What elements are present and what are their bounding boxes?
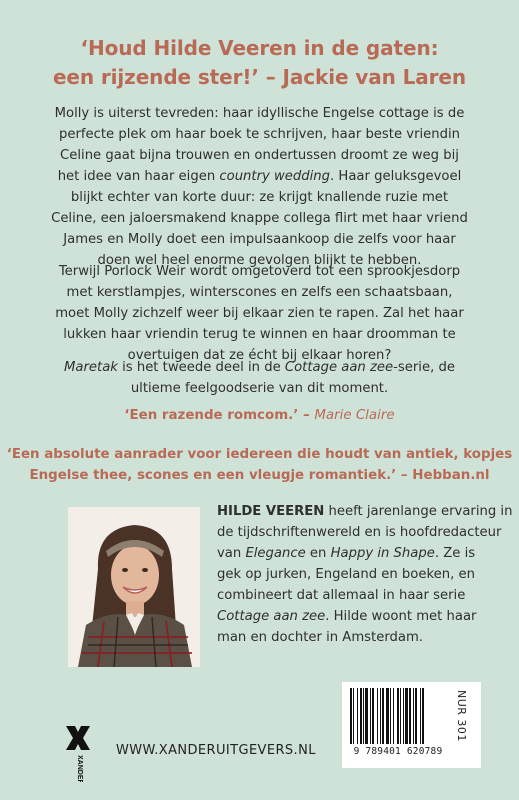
blurb-line: Celine gaat bijna trouwen en ondertussen droomt ze weg bij xyxy=(60,148,459,163)
header-quote-line-2: een rijzende ster!’ – Jackie van Laren xyxy=(52,65,467,89)
blurb-line: perfecte plek om haar boek te schrijven, haar beste vriendin xyxy=(58,127,461,142)
barcode-bar xyxy=(422,688,424,744)
blurb-line: Celine, een jaloersmakend knappe collega flirt met haar vriend xyxy=(51,211,468,226)
bio-text: . Ze is xyxy=(434,546,476,561)
barcode-bar xyxy=(377,688,378,744)
bio-line: man en dochter in Amsterdam. xyxy=(217,630,424,645)
review-line: Engelse thee, scones en een vleugje romantiek.’ – Hebban.nl xyxy=(29,468,490,483)
bio-line: gek op jurken, Engeland en boeken, en xyxy=(217,567,475,582)
magazine-name: Happy in Shape xyxy=(330,546,435,561)
author-bio xyxy=(217,501,513,648)
blurb-line xyxy=(38,166,481,187)
barcode-bar xyxy=(380,688,381,744)
bio-line: combineert dat allemaal in haar serie xyxy=(217,588,466,603)
blurb-line: moet Molly zichzelf weer bij elkaar zien te rapen. Zal het haar xyxy=(55,306,464,321)
blurb-line: Molly is uiterst tevreden: haar idyllische Engelse cottage is de xyxy=(54,106,465,121)
author-name: HILDE VEEREN xyxy=(217,504,325,519)
barcode-bar xyxy=(363,688,364,744)
barcode-bar xyxy=(413,688,414,744)
barcode-bar xyxy=(390,688,391,744)
blurb-paragraph-2 xyxy=(38,261,481,366)
review-line xyxy=(0,405,519,426)
blurb-paragraph-3 xyxy=(38,357,481,399)
blurb-text: is het tweede deel in de xyxy=(117,360,285,375)
logo-wordmark: XANDER xyxy=(76,755,83,782)
review-source: Marie Claire xyxy=(314,408,395,423)
blurb-emphasis: country wedding xyxy=(219,169,331,184)
blurb-line: met kerstlampjes, winterscones en zelfs een schaatsbaan, xyxy=(66,285,453,300)
barcode-bar xyxy=(382,688,384,744)
blurb-line: ultieme feelgoodserie van dit moment. xyxy=(130,381,389,396)
review-quote-1 xyxy=(0,405,519,426)
barcode-bar xyxy=(353,688,354,744)
bio-line xyxy=(217,543,507,564)
blurb-line: James en Molly doet een impulsaankoop die zelfs voor haar xyxy=(63,232,456,247)
blurb-text: het idee van haar eigen xyxy=(57,169,220,184)
barcode-bar xyxy=(365,688,368,744)
barcode-bar xyxy=(405,688,408,744)
publisher-website[interactable]: WWW.XANDERUITGEVERS.NL xyxy=(116,743,316,758)
review-text: ‘Een razende romcom.’ – xyxy=(124,408,315,423)
blurb-text: -serie, de xyxy=(393,360,455,375)
barcode-bar xyxy=(415,688,417,744)
header-quote-line-1: ‘Houd Hilde Veeren in de gaten: xyxy=(80,36,439,60)
bio-text: van xyxy=(217,546,246,561)
blurb-line: lukken haar vriendin terug te winnen en haar droomman te xyxy=(63,327,456,342)
review-quote-2 xyxy=(0,444,519,486)
series-title: Maretak xyxy=(64,360,118,375)
barcode-bar xyxy=(357,688,358,744)
blurb-line: Terwijl Porlock Weir wordt omgetoverd tot een sprookjesdorp xyxy=(58,264,461,279)
barcode-bar xyxy=(372,688,374,744)
barcode-bar xyxy=(409,688,411,744)
bio-line xyxy=(217,606,507,627)
barcode-bar xyxy=(370,688,371,744)
barcode-bar xyxy=(420,688,421,744)
isbn-number: 9 789401 620789 xyxy=(353,746,443,757)
blurb-line: blijkt echter van korte duur: ze krijgt knallende ruzie met xyxy=(70,190,449,205)
blurb-text: . Haar geluksgevoel xyxy=(330,169,462,184)
author-portrait xyxy=(68,507,200,667)
series-name: Cottage aan zee xyxy=(217,609,326,624)
magazine-name: Elegance xyxy=(245,546,306,561)
bio-text: heeft jarenlange ervaring in xyxy=(324,504,513,519)
barcode-bar xyxy=(403,688,404,744)
barcode-bar xyxy=(393,688,394,744)
blurb-line xyxy=(38,357,481,378)
blurb-paragraph-1 xyxy=(38,103,481,271)
blurb-line: overtuigen dat ze écht bij elkaar horen? xyxy=(127,348,392,363)
author-photo xyxy=(68,507,200,667)
barcode-bar xyxy=(360,688,362,744)
barcode-bar xyxy=(397,688,399,744)
header-quote xyxy=(0,34,519,92)
blurb-line: doen wel heel enorme gevolgen blijkt te hebben. xyxy=(97,253,422,268)
review-line: ‘Een absolute aanrader voor iedereen die houdt van antiek, kopjes xyxy=(6,447,513,462)
bio-line xyxy=(217,501,513,522)
barcode-bar xyxy=(386,688,389,744)
barcode-bar xyxy=(350,688,352,744)
bio-text: . Hilde woont met haar xyxy=(325,609,477,624)
publisher-logo xyxy=(63,722,93,782)
series-name: Cottage aan zee xyxy=(284,360,394,375)
xander-logo-icon xyxy=(63,722,93,782)
bio-line: de tijdschriftenwereld en is hoofdredacteur xyxy=(217,525,502,540)
barcode-bar xyxy=(400,688,401,744)
nur-code: NUR 301 xyxy=(455,690,468,742)
bio-text: en xyxy=(305,546,331,561)
